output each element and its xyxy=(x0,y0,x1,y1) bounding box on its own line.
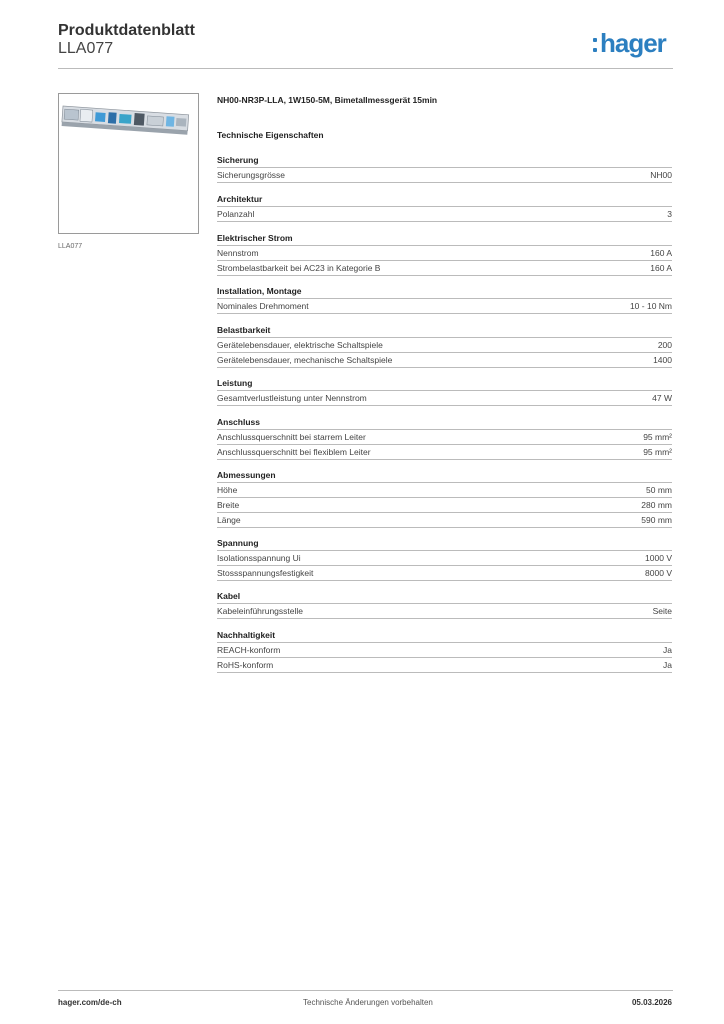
spec-group-title: Nachhaltigkeit xyxy=(217,629,672,643)
header-divider xyxy=(58,68,673,69)
image-caption: LLA077 xyxy=(58,243,83,250)
spec-value: 200 xyxy=(657,340,672,350)
product-picture-icon xyxy=(59,94,198,233)
spec-group xyxy=(217,193,672,222)
spec-label: Kabeleinführungsstelle xyxy=(217,606,304,616)
spec-value: 47 W xyxy=(652,393,672,403)
spec-value: 8000 V xyxy=(645,568,672,578)
spec-row xyxy=(217,658,672,673)
spec-row xyxy=(217,513,672,528)
spec-label: Strombelastbarkeit bei AC23 in Kategorie B xyxy=(217,263,381,273)
spec-value: 95 mm² xyxy=(643,447,672,457)
spec-row xyxy=(217,445,672,460)
spec-value: 1400 xyxy=(653,355,672,365)
product-image xyxy=(58,93,199,234)
spec-group-title: Leistung xyxy=(217,377,672,391)
spec-row xyxy=(217,338,672,353)
spec-value: Ja xyxy=(663,645,672,655)
spec-row xyxy=(217,391,672,406)
spec-label: Stossspannungsfestigkeit xyxy=(217,568,314,578)
spec-group xyxy=(217,154,672,183)
spec-value: NH00 xyxy=(650,170,672,180)
spec-group xyxy=(217,285,672,314)
spec-value: 160 A xyxy=(650,248,672,258)
spec-row xyxy=(217,551,672,566)
spec-group xyxy=(217,469,672,528)
spec-value: 95 mm² xyxy=(643,432,672,442)
spec-label: Länge xyxy=(217,515,241,525)
product-code: LLA077 xyxy=(58,40,114,57)
spec-group xyxy=(217,324,672,368)
spec-label: Polanzahl xyxy=(217,209,255,219)
spec-group xyxy=(217,629,672,673)
spec-row xyxy=(217,246,672,261)
spec-value: 3 xyxy=(667,209,672,219)
spec-group-title: Elektrischer Strom xyxy=(217,232,672,246)
logo-text: hager xyxy=(600,27,666,58)
spec-row xyxy=(217,299,672,314)
spec-row xyxy=(217,483,672,498)
spec-group xyxy=(217,416,672,460)
footer-notice: Technische Änderungen vorbehalten xyxy=(303,998,433,1007)
product-name: NH00-NR3P-LLA, 1W150-5M, Bimetallmessgerät 15min xyxy=(217,95,438,105)
spec-row xyxy=(217,498,672,513)
hager-logo xyxy=(593,28,666,58)
spec-value: 1000 V xyxy=(645,553,672,563)
spec-row xyxy=(217,604,672,619)
spec-group xyxy=(217,537,672,581)
document-title: Produktdatenblatt xyxy=(58,22,195,39)
footer-divider xyxy=(58,990,673,991)
spec-row xyxy=(217,430,672,445)
spec-label: Sicherungsgrösse xyxy=(217,170,286,180)
spec-label: Breite xyxy=(217,500,240,510)
spec-label: REACH-konform xyxy=(217,645,281,655)
spec-group-title: Anschluss xyxy=(217,416,672,430)
spec-row xyxy=(217,566,672,581)
spec-label: Gesamtverlustleistung unter Nennstrom xyxy=(217,393,367,403)
spec-label: Anschlussquerschnitt bei flexiblem Leiter xyxy=(217,447,371,457)
spec-group-title: Architektur xyxy=(217,193,672,207)
spec-group-title: Sicherung xyxy=(217,154,672,168)
spec-value: 590 mm xyxy=(641,515,672,525)
spec-label: Anschlussquerschnitt bei starrem Leiter xyxy=(217,432,366,442)
spec-label: Isolationsspannung Ui xyxy=(217,553,301,563)
spec-label: Nennstrom xyxy=(217,248,259,258)
spec-label: Gerätelebensdauer, elektrische Schaltspiele xyxy=(217,340,383,350)
spec-label: Höhe xyxy=(217,485,238,495)
spec-group-title: Abmessungen xyxy=(217,469,672,483)
spec-row xyxy=(217,168,672,183)
spec-row xyxy=(217,207,672,222)
spec-group xyxy=(217,232,672,276)
section-title: Technische Eigenschaften xyxy=(217,130,324,140)
logo-dots-icon xyxy=(593,38,597,52)
spec-label: RoHS-konform xyxy=(217,660,274,670)
spec-row xyxy=(217,353,672,368)
spec-row xyxy=(217,261,672,276)
footer-website[interactable]: hager.com/de-ch xyxy=(58,998,122,1007)
spec-group-title: Belastbarkeit xyxy=(217,324,672,338)
spec-value: Ja xyxy=(663,660,672,670)
spec-group-title: Installation, Montage xyxy=(217,285,672,299)
spec-value: 50 mm xyxy=(646,485,672,495)
spec-label: Nominales Drehmoment xyxy=(217,301,309,311)
spec-value: Seite xyxy=(652,606,672,616)
spec-group xyxy=(217,590,672,619)
spec-group-title: Kabel xyxy=(217,590,672,604)
spec-row xyxy=(217,643,672,658)
spec-value: 280 mm xyxy=(641,500,672,510)
spec-group xyxy=(217,377,672,406)
spec-group-title: Spannung xyxy=(217,537,672,551)
footer-date: 05.03.2026 xyxy=(631,998,672,1007)
spec-label: Gerätelebensdauer, mechanische Schaltspiele xyxy=(217,355,393,365)
spec-value: 160 A xyxy=(650,263,672,273)
spec-value: 10 - 10 Nm xyxy=(629,301,672,311)
